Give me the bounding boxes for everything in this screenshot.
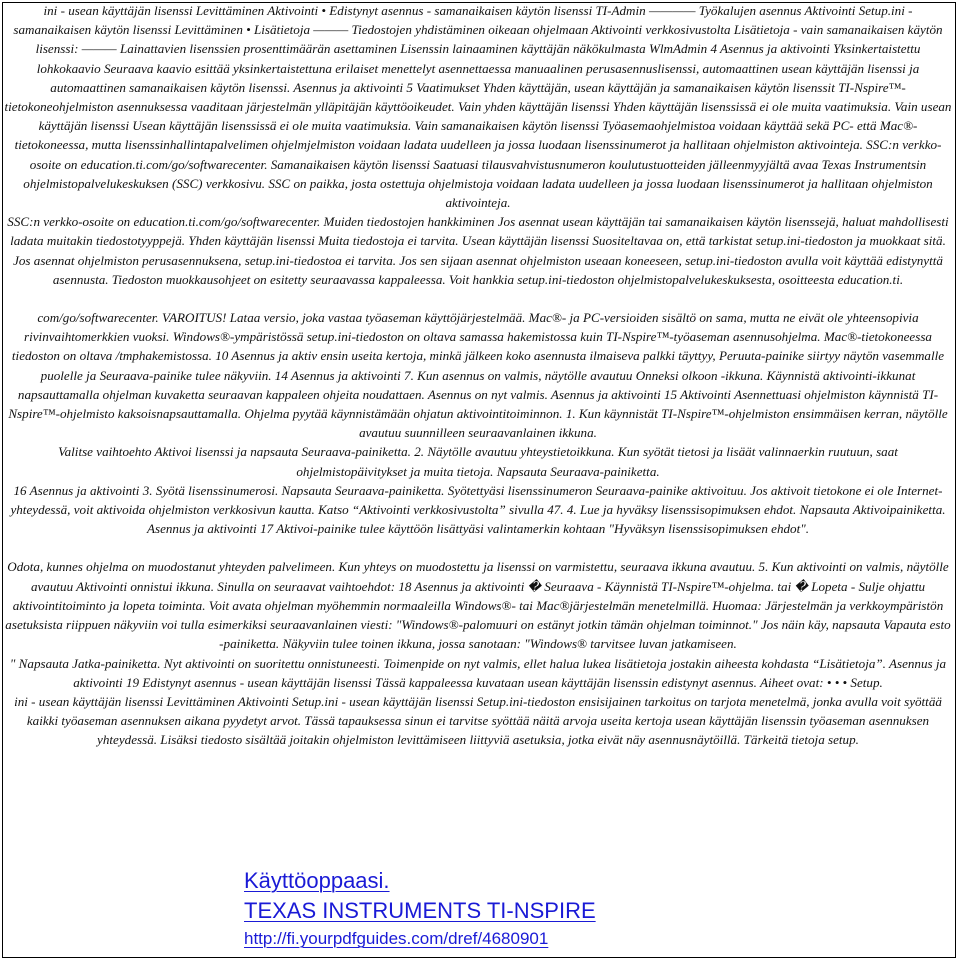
paragraph: SSC:n verkko-osoite on education.ti.com/go/softwarecenter. Muiden tiedostojen hankkiminen Jos asennat usean käyttäjän tai samanaikaisen käytön lisenssejä, haluat mahdollisesti ladata muitakin tiedostotyyppejä. Yhden käyttäjän lisenssi Muita tiedostoja ei tarvita. Usean käyttäjän lisenssi Suositeltavaa on, että tarkistat setup.ini-tiedoston ja muokkaat sitä. Jos asennat ohjelmiston perusasennuksena, setup.ini-tiedostoa ei tarvita. Jos sen sijaan asennat ohjelmiston useaan koneeseen, setup.ini-tiedoston avulla voit käyttää edistynyttä asennusta. Tiedoston muokkausohjeet on esitetty seuraavassa kappaleessa. Voit hankkia setup.ini-tiedoston ohjelmistopalvelukeskuksesta, osoitteesta education.ti. bbox=[7, 214, 949, 287]
document-body bbox=[4, 1, 952, 750]
product-link[interactable]: TEXAS INSTRUMENTS TI-NSPIRE bbox=[244, 898, 596, 923]
paragraph: 16 Asennus ja aktivointi 3. Syötä lisenssinumerosi. Napsauta Seuraava-painiketta. Syötettyäsi lisenssinumeron Seuraava-painike aktivoituu. Jos aktivoit tietokone ei ole Internet-yhteydessä, voit aktivoida ohjelmiston verkkosivun kautta. Katso “Aktivointi verkkosivustolta” sivulla 47. 4. Lue ja hyväksy lisenssisopimuksen ehdot. Napsauta Aktivoipainiketta. Asennus ja aktivointi 17 Aktivoi-painike tulee käyttöön lisättyäsi valintamerkin kohtaan "Hyväksyn lisenssisopimuksen ehdot". bbox=[10, 482, 946, 537]
paragraph: Odota, kunnes ohjelma on muodostanut yhteyden palvelimeen. Kun yhteys on muodostettu ja lisenssi on varmistettu, seuraava ikkuna avautuu. 5. Kun aktivointi on valmis, näytölle avautuu Aktivointi onnistui ikkuna. Sinulla on seuraavat vaihtoehdot: 18 Asennus ja aktivointi � Seuraava - Käynnistä TI-Nspire™-ohjelma. tai � Lopeta - Sulje ohjattu aktivointitoiminto ja lopeta toiminta. Voit avata ohjelman myöhemmin normaaleilla Windows®- tai Mac®järjestelmän menetelmillä. Huomaa: Järjestelmän ja verkkoympäristön asetuksista riippuen näkyviin voi tulla esimerkiksi seuraavanlainen viesti: "Windows®-palomuuri on estänyt jotkin tämän ohjelman toiminnot." Jos näin käy, napsauta Vapauta esto -painiketta. Näkyviin tulee toinen ikkuna, jossa sanotaan: "Windows® tarvitsee luvan jatkamiseen. bbox=[5, 559, 951, 652]
footer-links bbox=[244, 866, 596, 952]
paragraph: " Napsauta Jatka-painiketta. Nyt aktivointi on suoritettu onnistuneesti. Toimenpide on nyt valmis, ellet halua lukea lisätietoja jostakin aiheesta kohdasta “Lisätietoja”. Asennus ja aktivointi 19 Edistynyt asennus - usean käyttäjän lisenssi Tässä kappaleessa kuvataan usean käyttäjän lisenssin edistynyt asennus. Aiheet ovat: • • • Setup. bbox=[9, 655, 947, 690]
paragraph: com/go/softwarecenter. VAROITUS! Lataa versio, joka vastaa työaseman käyttöjärjestelmää. Mac®- ja PC-versioiden sisältö on sama, mutta ne eivät ole yhteensopivia rivinvaihtomerkkien vuoksi. Windows®-ympäristössä setup.ini-tiedoston on oltava samassa hakemistossa kuin TI-Nspire™-työaseman asennusohjelma. Mac®-tietokoneessa tiedoston on oltava /tmphakemistossa. 10 Asennus ja aktiv ensin useita kertoja, minkä jälkeen koko asennusta ilmaiseva palkki täyttyy, Peruuta-painike siirtyy näytön vasemmalle puolelle ja Seuraava-painike tulee näkyviin. 14 Asennus ja aktivointi 7. Kun asennus on valmis, näytölle avautuu Onneksi olkoon -ikkuna. Käynnistä aktivointi-ikkunat napsauttamalla ohjelman kuvaketta seuraavan kappaleen ohjeita noudattaen. Asennus on nyt valmis. Asennus ja aktivointi 15 Aktivointi Asennettuasi ohjelmiston käynnistä TI-Nspire™-ohjelmisto kaksoisnapsauttamalla. Ohjelma pyytää käynnistämään ohjatun aktivointitoiminnon. 1. Kun käynnistät TI-Nspire™-ohjelmiston ensimmäisen kerran, näytölle avautuu suunnilleen seuraavanlainen ikkuna. bbox=[8, 310, 948, 441]
user-guide-link[interactable]: Käyttöoppaasi. bbox=[244, 868, 390, 893]
paragraph: Valitse vaihtoehto Aktivoi lisenssi ja napsauta Seuraava-painiketta. 2. Näytölle avautuu yhteystietoikkuna. Kun syötät tietosi ja lisäät valinnaerkin ruutuun, saat ohjelmistopäivitykset ja muita tietoja. Napsauta Seuraava-painiketta. bbox=[58, 444, 898, 479]
paragraph: ini - usean käyttäjän lisenssi Levittäminen Aktivointi • Edistynyt asennus - samanaikaisen käytön lisenssi TI-Admin ———— Työkalujen asennus Aktivointi Setup.ini - samanaikaisen käytön lisenssi Levittäminen • Lisätietoja ——— Tiedostojen yhdistäminen oikeaan ohjelmaan Aktivointi verkkosivustolta Lisätietoja - vain samanaikaisen käytön lisenssi: ——— Lainattavien lisenssien prosenttimäärän asettaminen Lisenssin lainaaminen käyttäjän näkökulmasta WlmAdmin 4 Asennus ja aktivointi Yksinkertaistettu lohkokaavio Seuraava kaavio esittää yksinkertaistettuna erilaiset menettelyt asennettaessa manuaalinen perusasennuslisenssi, automaattinen usean käyttäjän lisenssi ja automaattinen samanaikaisen käytön lisenssi. Asennus ja aktivointi 5 Vaatimukset Yhden käyttäjän, usean käyttäjän ja samanaikaisen käytön lisenssit TI-Nspire™-tietokoneohjelmiston asennuksessa vaaditaan järjestelmän ylläpitäjän käyttöoikeudet. Vain yhden käyttäjän lisenssi Yhden käyttäjän lisenssissä ei ole muita vaatimuksia. Vain usean käyttäjän lisenssi Usean käyttäjän lisenssissä ei ole muita vaatimuksia. Vain samanaikaisen käytön lisenssi Työasemaohjelmistoa voidaan käyttää sekä PC- että Mac®-tietokoneessa, mutta lisenssinhallintapalvelimen ohjelmjelmiston voidaan ladata uudelleen ja jossa luodaan lisenssinumerot ja hallitaan ohjelmiston aktivointeja. SSC:n verkko-osoite on education.ti.com/go/softwarecenter. Samanaikaisen käytön lisenssi Saatuasi tilausvahvistusnumeron koulutustuotteiden jälleenmyyjältä avaa Texas Instrumentsin ohjelmistopalvelukeskuksen (SSC) verkkosivu. SSC on paikka, josta ostettuja ohjelmistoja voidaan ladata uudelleen ja jossa luodaan lisenssinumerot ja hallitaan ohjelmiston aktivointeja. bbox=[4, 3, 952, 211]
paragraph-gap bbox=[4, 289, 952, 308]
url-link[interactable]: http://fi.yourpdfguides.com/dref/4680901 bbox=[244, 929, 549, 948]
paragraph: ini - usean käyttäjän lisenssi Levittäminen Aktivointi Setup.ini - usean käyttäjän lisenssi Setup.ini-tiedoston ensisijainen tarkoitus on tarjota menetelmä, jonka avulla voit syöttää kaikki työaseman asennuksen aikana pyydetyt arvot. Tässä tapauksessa sinun ei tarvitse syöttää näitä arvoja useita kertoja usean käyttäjän lisenssin työaseman asennuksen yhteydessä. Lisäksi tiedosto sisältää joitakin ohjelmiston levittämiseen liittyviä asetuksia, jotka eivät näy asennusnäytöillä. Tärkeitä tietoja setup. bbox=[14, 693, 942, 748]
paragraph-gap bbox=[4, 538, 952, 557]
